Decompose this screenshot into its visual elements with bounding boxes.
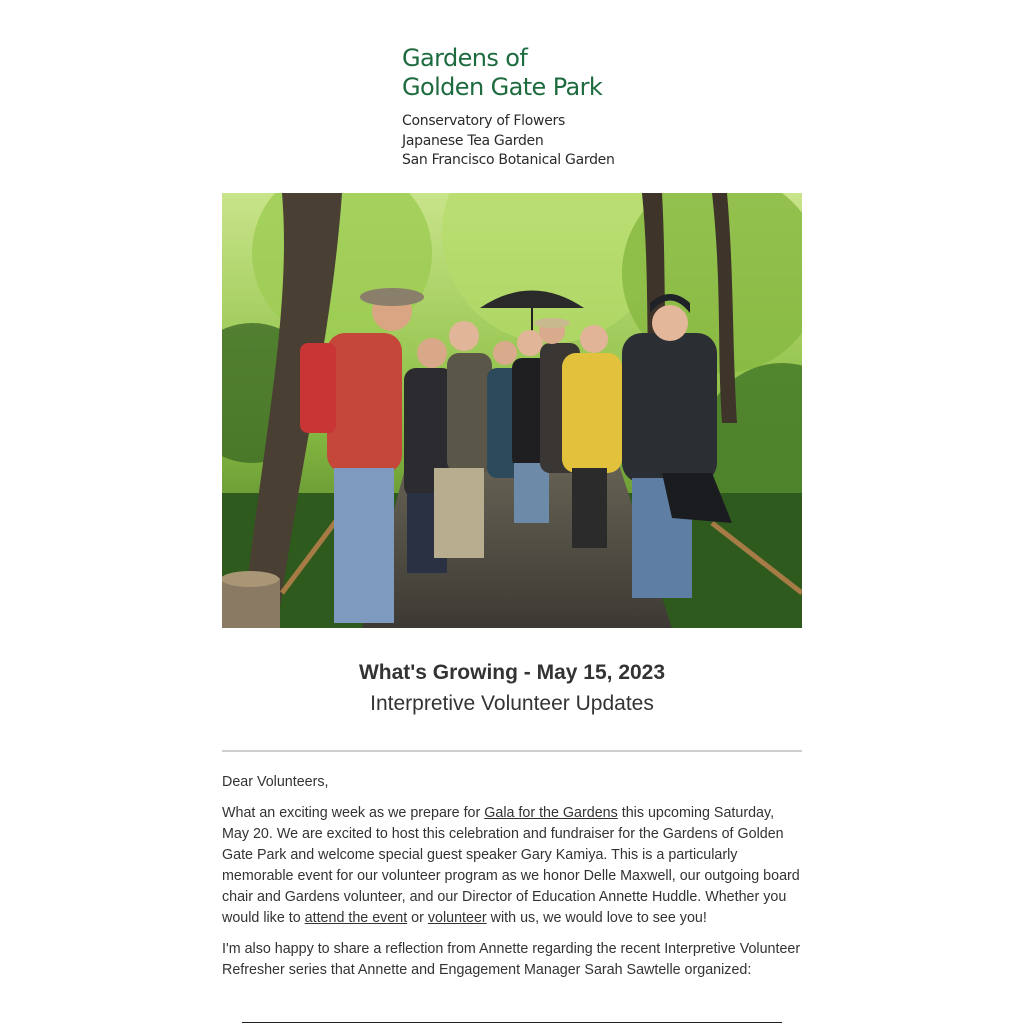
p1-text-middle: this upcoming Saturday, May 20. We are excited to host this celebration and fundraiser for the Gardens of Golden Gate Park and welcome special guest speaker Gary Kamiya. This is a particularly memorable event for our volunteer program as we honor Delle Maxwell, our outgoing board chair and Gardens volunteer, and our Director of Education Annette Huddle. Whether you would like to [222, 805, 800, 926]
logo-subtitle [402, 112, 662, 171]
attend-event-link[interactable]: attend the event [304, 910, 408, 926]
quote-rule [242, 1022, 782, 1023]
paragraph-reflection: I'm also happy to share a reflection from Annette regarding the recent Interpretive Volunteer Refresher series that Annette and Engagement Manager Sarah Sawtelle organized: [222, 941, 801, 978]
logo-title-line1: Gardens of [402, 44, 528, 72]
p1-text-end: with us, we would love to see you! [486, 910, 707, 926]
newsletter-body [222, 772, 804, 991]
hero-photo-volunteers [222, 193, 802, 628]
newsletter-subtitle: Interpretive Volunteer Updates [370, 692, 654, 715]
logo-sub-conservatory: Conservatory of Flowers [402, 113, 565, 129]
volunteer-link[interactable]: volunteer [427, 910, 487, 926]
gardens-logo [402, 44, 662, 171]
newsletter-title: What's Growing - May 15, 2023 [358, 661, 666, 684]
greeting: Dear Volunteers, [222, 774, 329, 790]
p1-text-start: What an exciting week as we prepare for [222, 805, 485, 821]
paragraph-gala [222, 803, 804, 929]
logo-sub-tea-garden: Japanese Tea Garden [402, 132, 544, 149]
logo-title-line2: Golden Gate Park [402, 73, 603, 101]
logo-sub-botanical: San Francisco Botanical Garden [402, 152, 615, 168]
newsletter-header [222, 660, 802, 717]
p1-text-or: or [407, 910, 428, 926]
section-divider [222, 750, 802, 752]
gala-link[interactable]: Gala for the Gardens [484, 805, 618, 821]
